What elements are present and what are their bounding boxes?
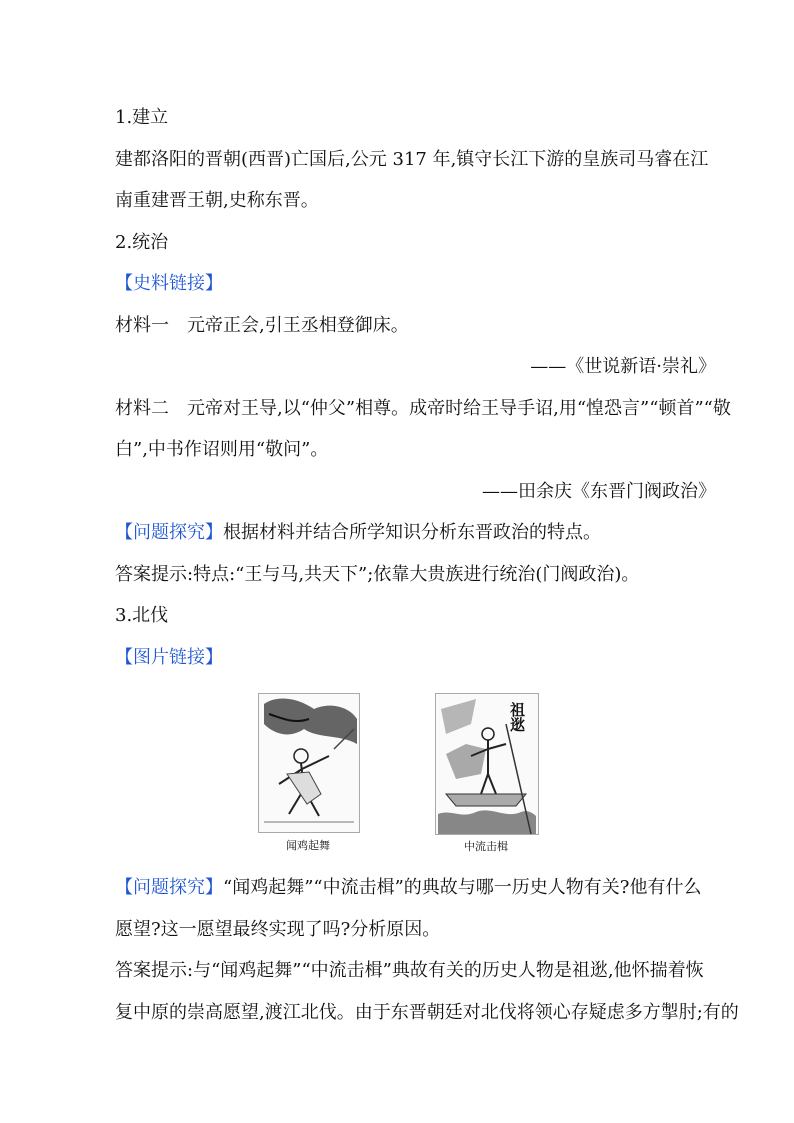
figure-zhongliu-jiji-vertical-text: 祖逖	[508, 702, 526, 732]
material-one: 材料一 元帝正会,引王丞相登御床。	[115, 315, 409, 336]
figure-wenji-qiwu	[258, 693, 360, 833]
material-two-source: ——田余庆《东晋门阀政治》	[482, 481, 716, 502]
question-two-line-2: 愿望?这一愿望最终实现了吗?分析原因。	[115, 919, 441, 940]
question-two-tag: 【问题探究】	[115, 877, 223, 898]
answer-two-line-2: 复中原的崇高愿望,渡江北伐。由于东晋朝廷对北伐将领心存疑虑多方掣肘;有的	[115, 1002, 739, 1023]
figure-wenji-qiwu-illustration	[259, 694, 359, 832]
establish-paragraph-line-2: 南重建晋王朝,史称东晋。	[115, 190, 319, 211]
north-heading: 3.北伐	[115, 605, 169, 626]
question-one-tag: 【问题探究】	[115, 522, 223, 543]
question-two-line-1	[115, 876, 701, 900]
establish-heading: 1.建立	[115, 107, 169, 128]
answer-one: 答案提示:特点:“王与马,共天下”;依靠大贵族进行统治(门阀政治)。	[115, 564, 640, 585]
question-two-text-1: “闻鸡起舞”“中流击楫”的典故与哪一历史人物有关?他有什么	[223, 877, 702, 898]
question-one-text: 根据材料并结合所学知识分析东晋政治的特点。	[223, 522, 601, 543]
establish-paragraph-line-1: 建都洛阳的晋朝(西晋)亡国后,公元 317 年,镇守长江下游的皇族司马睿在江	[115, 149, 709, 170]
shiliao-link-tag: 【史料链接】	[115, 273, 223, 294]
figure-zhongliu-jiji	[435, 693, 539, 835]
answer-two-line-1: 答案提示:与“闻鸡起舞”“中流击楫”典故有关的历史人物是祖逖,他怀揣着恢	[115, 960, 704, 981]
figure-wenji-qiwu-caption: 闻鸡起舞	[286, 839, 330, 852]
picture-link-tag: 【图片链接】	[115, 647, 223, 668]
question-one	[115, 521, 601, 545]
material-two-line-2: 白”,中书作诏则用“敬问”。	[115, 439, 329, 460]
material-one-source: ——《世说新语·崇礼》	[530, 356, 716, 377]
material-two-line-1: 材料二 元帝对王导,以“仲父”相尊。成帝时给王导手诏,用“惶恐言”“顿首”“敬	[115, 398, 731, 419]
rule-heading: 2.统治	[115, 232, 169, 253]
figure-zhongliu-jiji-caption: 中流击楫	[464, 840, 508, 853]
